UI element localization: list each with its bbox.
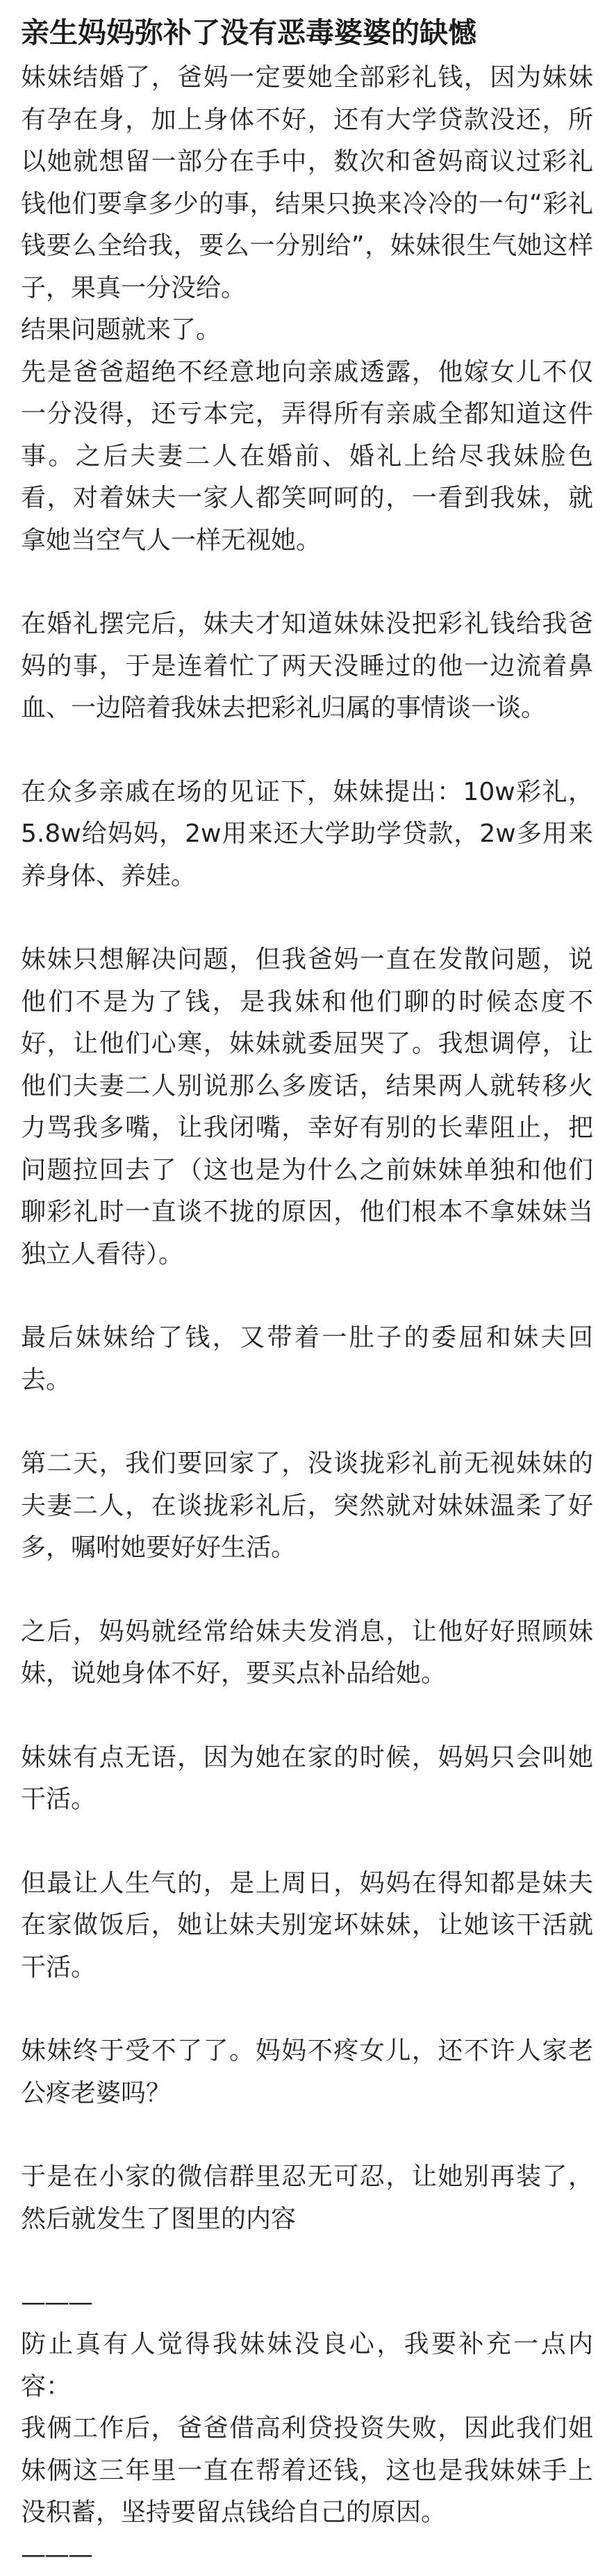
- paragraph: 第二天，我们要回家了，没谈拢彩礼前无视妹妹的夫妻二人，在谈拢彩礼后，突然就对妹妹温柔了好多，嘱咐她要好好生活。: [21, 1449, 593, 1562]
- paragraph: 在婚礼摆完后，妹夫才知道妹妹没把彩礼钱给我爸妈的事，于是连着忙了两天没睡过的他一边流着鼻血、一边陪着我妹去把彩礼归属的事情谈一谈。: [21, 610, 593, 722]
- paragraph: 先是爸爸超绝不经意地向亲戚透露，他嫁女儿不仅一分没得，还亏本完，弄得所有亲戚全都知道这件事。之后夫妻二人在婚前、婚礼上给尽我妹脸色看，对着妹夫一家人都笑呵呵的，一看到我妹，就拿她当空气人一样无视她。: [21, 357, 593, 555]
- paragraph: 妹妹有点无语，因为她在家的时候，妈妈只会叫她干活。: [21, 1743, 593, 1813]
- paragraph-gap: [21, 1821, 593, 1863]
- paragraph-gap: [21, 1989, 593, 2030]
- paragraph-gap: [21, 897, 593, 939]
- paragraph: 妹妹只想解决问题，但我爸妈一直在发散问题，说他们不是为了钱，是我妹和他们聊的时候态度不好，让他们心寒，妹妹就委屈哭了。我想调停，让他们夫妻二人别说那么多废话，结果两人就转移火力骂我多嘴，让我闭嘴，幸好有别的长辈阻止，把问题拉回去了（这也是为什么之前妹妹单独和他们聊彩礼时一直谈不拢的原因，他们根本不拿妹妹当独立人看待）。: [21, 945, 593, 1269]
- paragraph-gap: [21, 1570, 593, 1611]
- paragraph: 但最让人生气的，是上周日，妈妈在得知都是妹夫在家做饭后，她让妹夫别宠坏妹妹，让她该干活就干活。: [21, 1868, 593, 1982]
- post: [21, 13, 593, 2576]
- paragraph-gap: [21, 562, 593, 603]
- paragraph: 妹妹终于受不了了。妈妈不疼女儿，还不许人家老公疼老婆吗？: [21, 2037, 593, 2108]
- paragraph: 在众多亲戚在场的见证下，妹妹提出：10w彩礼，5.8w给妈妈，2w用来还大学助学贷款，2w多用来养身体、养娃。: [21, 777, 593, 890]
- paragraph: 于是在小家的微信群里忍无可忍，让她别再装了，然后就发生了图里的内容: [21, 2162, 593, 2233]
- paragraph-gap: [21, 1695, 593, 1737]
- paragraph: 之后，妈妈就经常给妹夫发消息，让他好好照顾妹妹，说她身体不好，要买点补品给她。: [21, 1617, 593, 1688]
- paragraph: 防止真有人觉得我妹妹没良心，我要补充一点内容：: [21, 2330, 593, 2401]
- paragraph-gap: [21, 1275, 593, 1317]
- paragraph: 结果问题就来了。: [21, 316, 222, 344]
- paragraph: 我俩工作后，爸爸借高利贷投资失败，因此我们姐妹俩这三年里一直在帮着还钱，这也是我妹妹手上没积蓄，坚持要留点钱给自己的原因。: [21, 2414, 593, 2527]
- divider-line: ———: [21, 2288, 92, 2317]
- paragraph-gap: [21, 2114, 593, 2156]
- divider-line: ———: [21, 2540, 92, 2569]
- paragraph-gap: [21, 2240, 593, 2282]
- post-title: 亲生妈妈弥补了没有恶毒婆婆的缺憾: [21, 16, 476, 49]
- paragraph: 最后妹妹给了钱，又带着一肚子的委屈和妹夫回去。: [21, 1323, 593, 1394]
- paragraph-gap: [21, 1401, 593, 1443]
- paragraph: 妹妹结婚了，爸妈一定要她全部彩礼钱，因为妹妹有孕在身，加上身体不好，还有大学贷款没还，所以她就想留一部分在手中，数次和爸妈商议过彩礼钱他们要拿多少的事，结果只换来冷冷的一句“彩礼钱要么全给我，要么一分别给”，妹妹很生气她这样子，果真一分没给。: [21, 63, 593, 302]
- paragraph-gap: [21, 730, 593, 772]
